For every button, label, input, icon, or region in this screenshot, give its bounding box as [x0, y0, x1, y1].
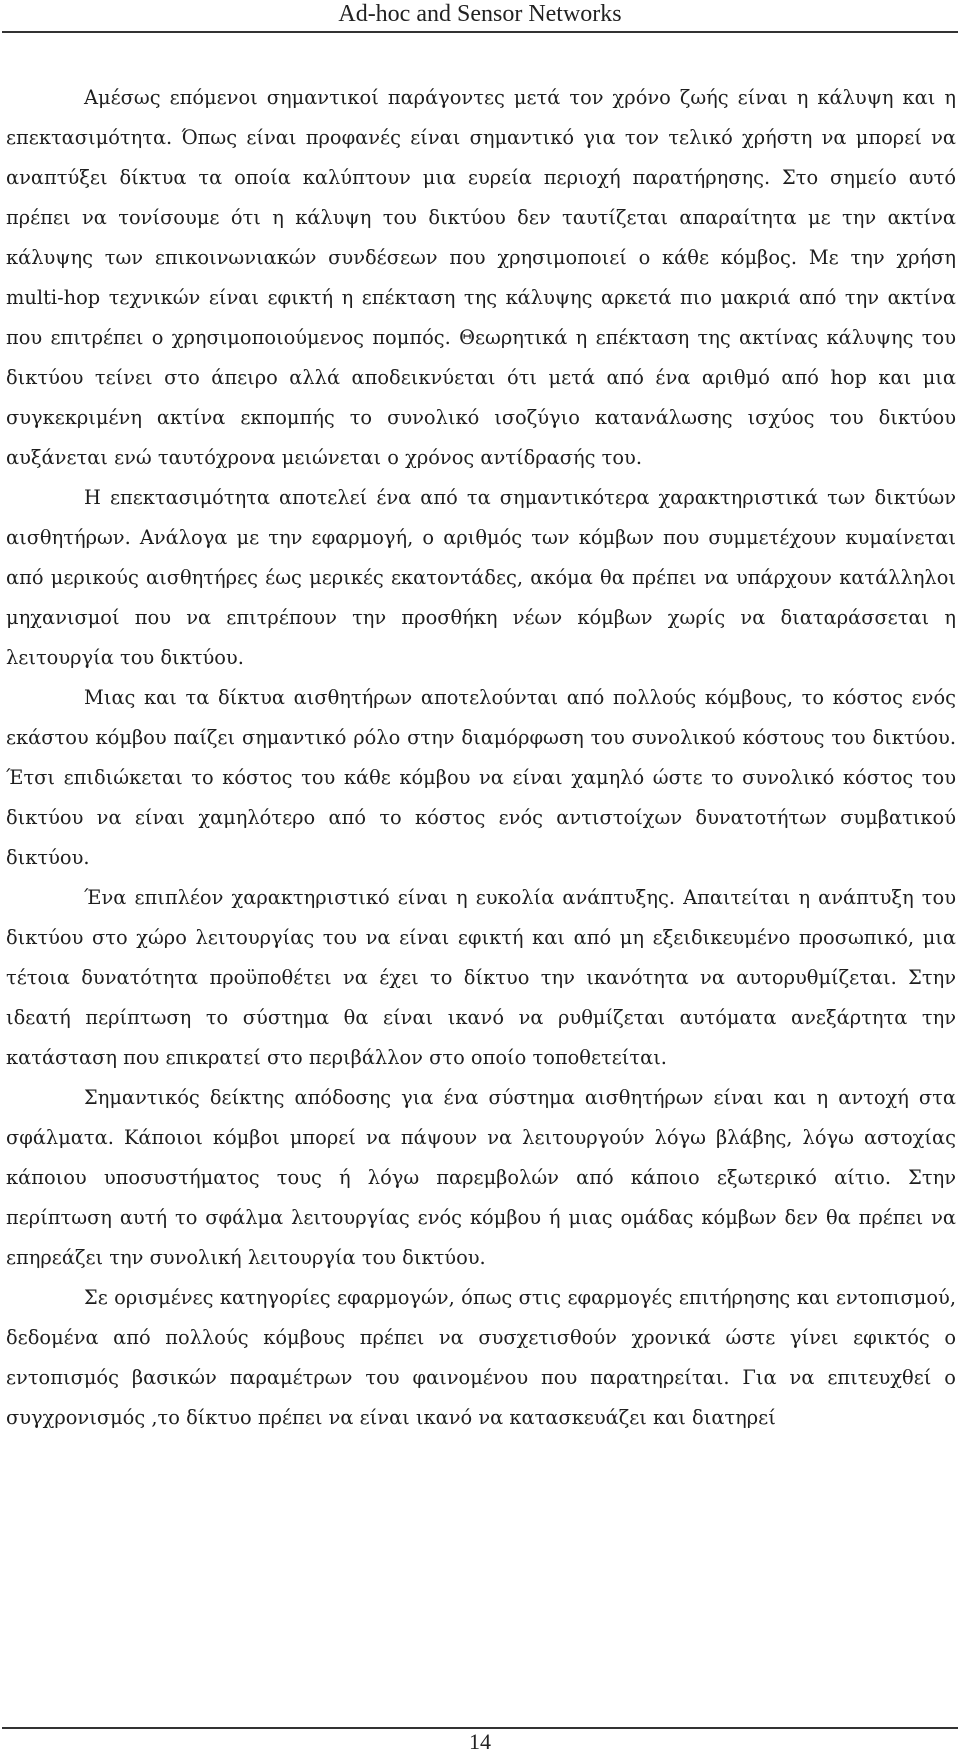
page-number: 14 — [469, 1729, 491, 1754]
paragraph-ease-of-deployment: Ένα επιπλέον χαρακτηριστικό είναι η ευκολία ανάπτυξης. Απαιτείται η ανάπτυξη του δικτύου στο χώρο λειτουργίας του να είναι εφικτή και από μη εξειδικευμένο προσωπικό, μια τέτοια δυνατότητα προϋποθέτει να έχει το δίκτυο την ικανότητα να αυτορυθμίζεται. Στην ιδεατή περίπτωση το σύστημα θα είναι ικανό να ρυθμίζεται αυτόματα ανεξάρτητα την κατάσταση που επικρατεί στο περιβάλλον στο οποίο τοποθετείται. — [6, 886, 956, 1069]
paragraph-cost: Μιας και τα δίκτυα αισθητήρων αποτελούνται από πολλούς κόμβους, το κόστος ενός εκάστου κόμβου παίζει σημαντικό ρόλο στην διαμόρφωση του συνολικού κόστους του δικτύου. Έτσι επιδιώκεται το κόστος του κάθε κόμβου να είναι χαμηλό ώστε το συνολικό κόστος του δικτύου να είναι χαμηλότερο από το κόστος ενός αντιστοίχων δυνατοτήτων συμβατικού δικτύου. — [6, 686, 956, 869]
paragraph-fault-tolerance: Σημαντικός δείκτης απόδοσης για ένα σύστημα αισθητήρων είναι και η αντοχή στα σφάλματα. Κάποιοι κόμβοι μπορεί να πάψουν να λειτουργούν λόγω βλάβης, λόγω αστοχίας κάποιου υποσυστήματος τους ή λόγω παρεμβολών από κάποιο εξωτερικό αίτιο. Στην περίπτωση αυτή το σφάλμα λειτουργίας ενός κόμβου ή μιας ομάδας κόμβων δεν θα πρέπει να επηρεάζει την συνολική λειτουργία του δικτύου. — [6, 1086, 956, 1269]
running-header-title: Ad-hoc and Sensor Networks — [338, 1, 622, 27]
paragraph-scalability: Η επεκτασιμότητα αποτελεί ένα από τα σημαντικότερα χαρακτηριστικά των δικτύων αισθητήρων. Ανάλογα με την εφαρμογή, ο αριθμός των κόμβων που συμμετέχουν κυμαίνεται από μερικούς αισθητήρες έως μερικές εκατοντάδες, ακόμα θα πρέπει να υπάρχουν κατάλληλοι μηχανισμοί που να επιτρέπουν την προσθήκη νέων κόμβων χωρίς να διαταράσσεται η λειτουργία του δικτύου. — [6, 486, 956, 669]
paragraph-synchronization: Σε ορισμένες κατηγορίες εφαρμογών, όπως στις εφαρμογές επιτήρησης και εντοπισμού, δεδομένα από πολλούς κόμβους πρέπει να συσχετισθούν χρονικά ώστε γίνει εφικτός ο εντοπισμός βασικών παραμέτρων του φαινομένου που παρατηρείται. Για να επιτευχθεί ο συγχρονισμός ,το δίκτυο πρέπει να είναι ικανό να κατασκευάζει και διατηρεί — [6, 1286, 956, 1429]
header-divider — [2, 31, 958, 33]
page-header — [0, 0, 960, 34]
document-body — [6, 78, 956, 1438]
paragraph-coverage-scalability: Αμέσως επόμενοι σημαντικοί παράγοντες μετά τον χρόνο ζωής είναι η κάλυψη και η επεκτασιμότητα. Όπως είναι προφανές είναι σημαντικό για τον τελικό χρήστη να μπορεί να αναπτύξει δίκτυα τα οποία καλύπτουν μια ευρεία περιοχή παρατήρησης. Στο σημείο αυτό πρέπει να τονίσουμε ότι η κάλυψη του δικτύου δεν ταυτίζεται απαραίτητα με την ακτίνα κάλυψης των επικοινωνιακών συνδέσεων που χρησιμοποιεί ο κάθε κόμβος. Με την χρήση multi-hop τεχνικών είναι εφικτή η επέκταση της κάλυψης αρκετά πιο μακριά από την ακτίνα που επιτρέπει ο χρησιμοποιούμενος πομπός. Θεωρητικά η επέκταση της ακτίνας κάλυψης του δικτύου τείνει στο άπειρο αλλά αποδεικνύεται ότι μετά από ένα αριθμό από hop και μια συγκεκριμένη ακτίνα εκπομπής το συνολικό ισοζύγιο κατανάλωσης ισχύος του δικτύου αυξάνεται ενώ ταυτόχρονα μειώνεται ο χρόνος αντίδρασής του. — [6, 86, 956, 469]
